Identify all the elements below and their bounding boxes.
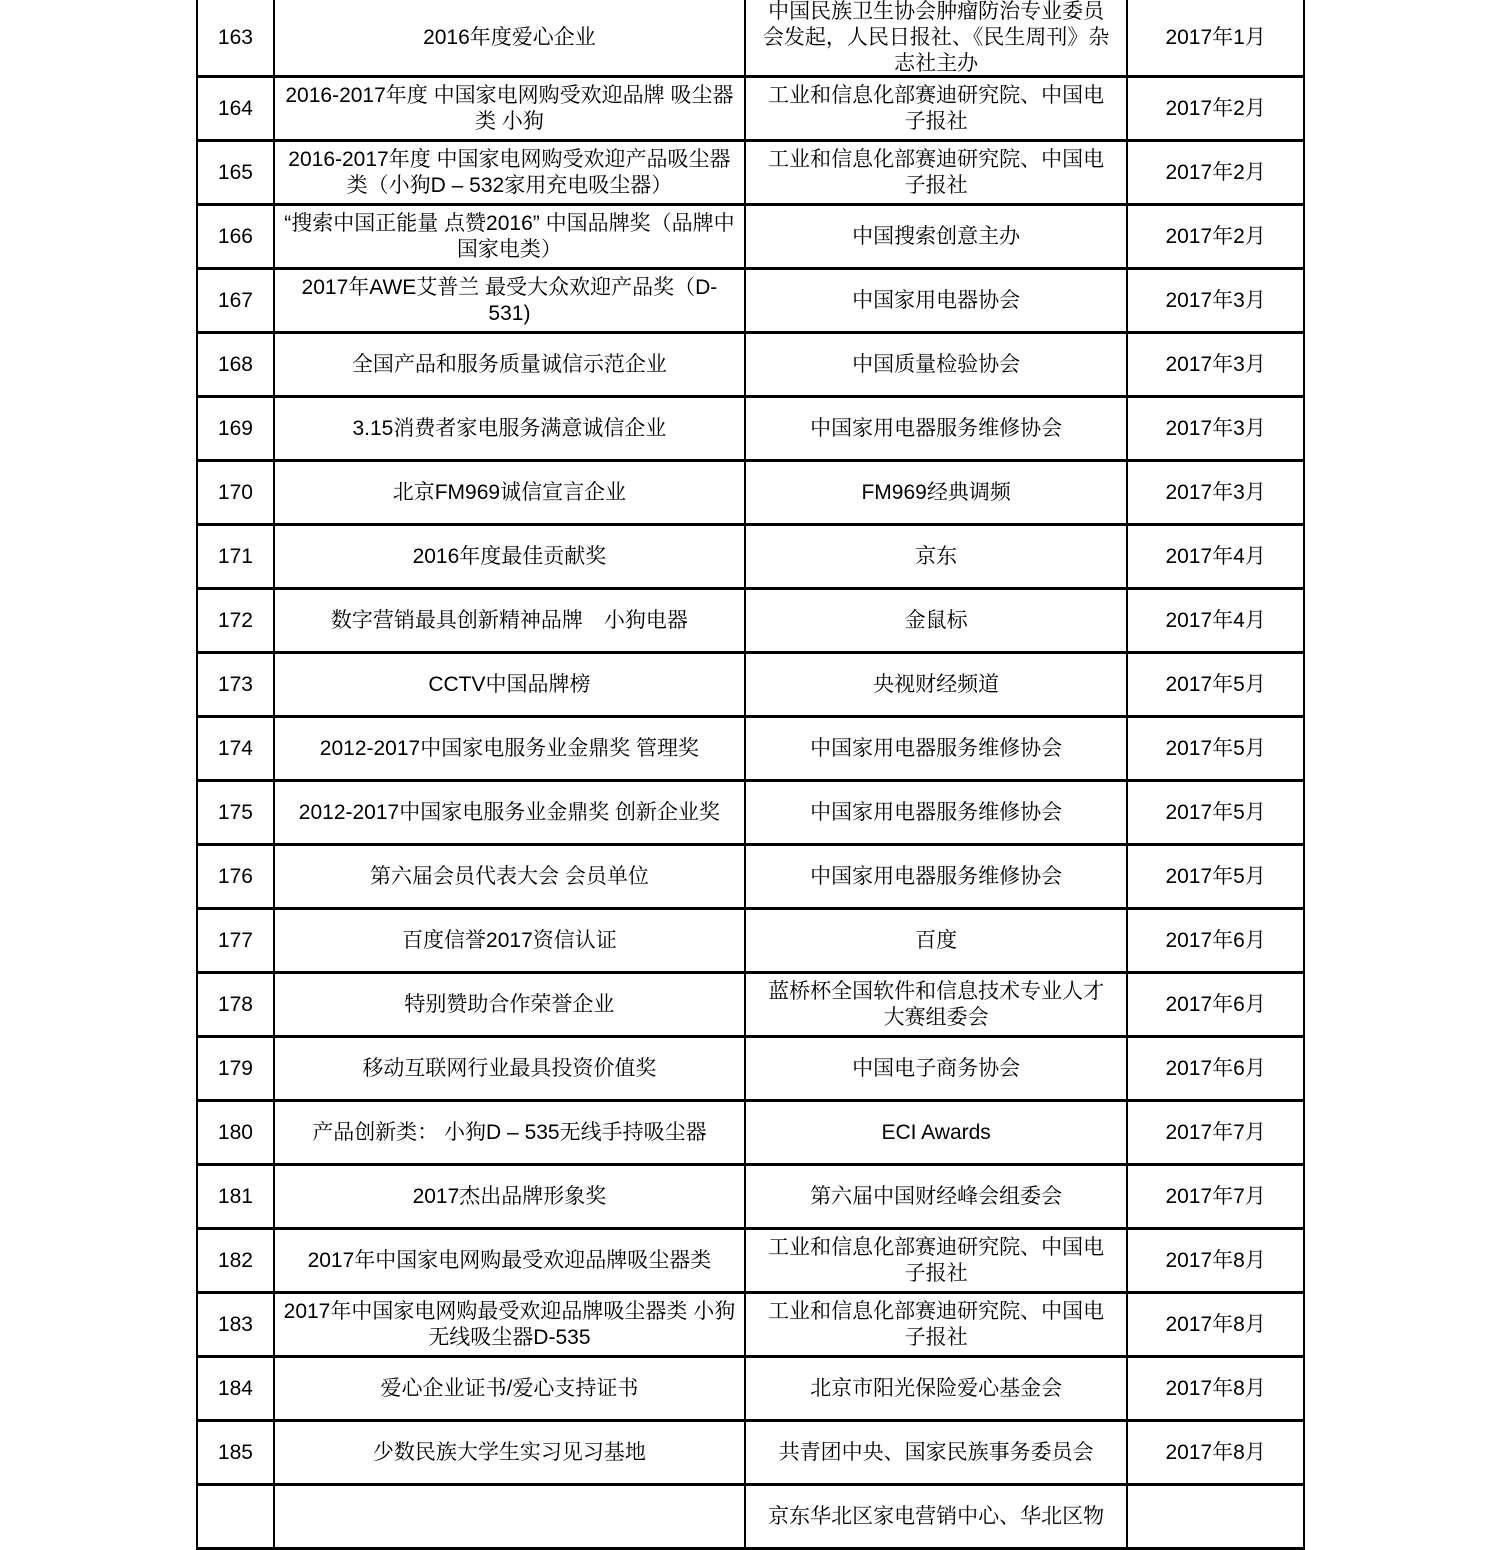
row-number-cell xyxy=(198,910,275,971)
row-number-cell xyxy=(198,526,275,587)
issuer-cell xyxy=(746,398,1128,459)
date-cell xyxy=(1128,590,1305,651)
row-number-cell-text: 182 xyxy=(217,1248,253,1272)
award-name-cell-text: 2017年中国家电网购最受欢迎品牌吸尘器类 xyxy=(307,1248,712,1272)
issuer-cell xyxy=(746,782,1128,843)
date-cell-text: 2017年5月 xyxy=(1165,800,1266,824)
date-cell-text: 2017年8月 xyxy=(1165,1440,1266,1464)
table-row xyxy=(198,910,1305,974)
row-number-cell-text: 168 xyxy=(217,352,253,376)
row-number-cell xyxy=(198,1486,275,1547)
award-name-cell xyxy=(275,142,746,203)
row-number-cell-text: 172 xyxy=(217,608,253,632)
row-number-cell xyxy=(198,590,275,651)
row-number-cell xyxy=(198,142,275,203)
award-name-cell-text: 百度信誉2017资信认证 xyxy=(402,928,617,952)
award-name-cell-text: 3.15消费者家电服务满意诚信企业 xyxy=(352,416,667,440)
issuer-cell-text: 中国家用电器服务维修协会 xyxy=(810,800,1063,824)
date-cell-text: 2017年8月 xyxy=(1165,1312,1266,1336)
date-cell-text: 2017年5月 xyxy=(1165,736,1266,760)
award-name-cell xyxy=(275,270,746,331)
issuer-cell xyxy=(746,910,1128,971)
date-cell xyxy=(1128,142,1305,203)
row-number-cell-text: 176 xyxy=(217,864,253,888)
row-number-cell-text: 165 xyxy=(217,160,253,184)
award-name-cell-text: 北京FM969诚信宣言企业 xyxy=(392,480,627,504)
row-number-cell xyxy=(198,1166,275,1227)
issuer-cell-text: 中国搜索创意主办 xyxy=(852,224,1021,248)
row-number-cell xyxy=(198,270,275,331)
row-number-cell-text: 185 xyxy=(217,1440,253,1464)
date-cell xyxy=(1128,1102,1305,1163)
issuer-cell xyxy=(746,654,1128,715)
date-cell-text: 2017年3月 xyxy=(1165,352,1266,376)
issuer-cell-text: ECI Awards xyxy=(881,1120,991,1144)
date-cell-text: 2017年3月 xyxy=(1165,288,1266,312)
date-cell xyxy=(1128,334,1305,395)
award-name-cell-text: 2016-2017年度 中国家电网购受欢迎品牌 吸尘器类 小狗 xyxy=(285,83,734,133)
issuer-cell-text: 央视财经频道 xyxy=(873,672,1000,696)
award-name-cell xyxy=(275,1166,746,1227)
date-cell-text: 2017年3月 xyxy=(1165,480,1266,504)
row-number-cell-text: 181 xyxy=(217,1184,253,1208)
row-number-cell xyxy=(198,1358,275,1419)
award-name-cell-text: 产品创新类： 小狗D – 535无线手持吸尘器 xyxy=(312,1120,707,1144)
row-number-cell xyxy=(198,334,275,395)
award-name-cell xyxy=(275,1422,746,1483)
issuer-cell xyxy=(746,526,1128,587)
award-name-cell xyxy=(275,1102,746,1163)
date-cell-text: 2017年7月 xyxy=(1165,1120,1266,1144)
table-row xyxy=(198,1294,1305,1358)
issuer-cell xyxy=(746,1358,1128,1419)
row-number-cell xyxy=(198,1422,275,1483)
award-name-cell-text: 2016年度最佳贡献奖 xyxy=(412,544,607,568)
table-row xyxy=(198,142,1305,206)
row-number-cell xyxy=(198,78,275,139)
issuer-cell xyxy=(746,1486,1128,1547)
issuer-cell xyxy=(746,590,1128,651)
issuer-cell-text: 北京市阳光保险爱心基金会 xyxy=(810,1376,1063,1400)
table-row xyxy=(198,78,1305,142)
date-cell-text: 2017年5月 xyxy=(1165,864,1266,888)
issuer-cell-text: 京东华北区家电营销中心、华北区物 xyxy=(768,1504,1105,1528)
award-name-cell-text: 2017年中国家电网购最受欢迎品牌吸尘器类 小狗无线吸尘器D-535 xyxy=(283,1299,736,1349)
award-name-cell xyxy=(275,1486,746,1547)
row-number-cell-text: 167 xyxy=(217,288,253,312)
issuer-cell xyxy=(746,334,1128,395)
award-name-cell-text: 移动互联网行业最具投资价值奖 xyxy=(362,1056,657,1080)
date-cell xyxy=(1128,1230,1305,1291)
issuer-cell-text: 金鼠标 xyxy=(904,608,968,632)
award-name-cell xyxy=(275,1038,746,1099)
date-cell-text: 2017年6月 xyxy=(1165,992,1266,1016)
issuer-cell xyxy=(746,1230,1128,1291)
table-row xyxy=(198,1422,1305,1486)
date-cell-text: 2017年2月 xyxy=(1165,160,1266,184)
table-row xyxy=(198,1038,1305,1102)
date-cell-text: 2017年7月 xyxy=(1165,1184,1266,1208)
table-row xyxy=(198,782,1305,846)
date-cell xyxy=(1128,0,1305,75)
date-cell xyxy=(1128,270,1305,331)
award-name-cell-text: 特别赞助合作荣誉企业 xyxy=(404,992,615,1016)
table-row xyxy=(198,206,1305,270)
row-number-cell-text: 183 xyxy=(217,1312,253,1336)
row-number-cell xyxy=(198,398,275,459)
row-number-cell xyxy=(198,718,275,779)
row-number-cell xyxy=(198,206,275,267)
table-row xyxy=(198,462,1305,526)
date-cell-text: 2017年4月 xyxy=(1165,608,1266,632)
issuer-cell xyxy=(746,270,1128,331)
row-number-cell-text: 169 xyxy=(217,416,253,440)
issuer-cell-text: 中国家用电器服务维修协会 xyxy=(810,416,1063,440)
issuer-cell xyxy=(746,0,1128,75)
issuer-cell xyxy=(746,1038,1128,1099)
table-row xyxy=(198,1358,1305,1422)
row-number-cell xyxy=(198,654,275,715)
table-row xyxy=(198,1166,1305,1230)
table-row xyxy=(198,334,1305,398)
date-cell xyxy=(1128,1166,1305,1227)
row-number-cell-text: 163 xyxy=(217,25,253,49)
row-number-cell-text: 175 xyxy=(217,800,253,824)
award-name-cell xyxy=(275,590,746,651)
row-number-cell-text: 166 xyxy=(217,224,253,248)
table-row xyxy=(198,0,1305,78)
date-cell xyxy=(1128,1038,1305,1099)
row-number-cell xyxy=(198,1102,275,1163)
issuer-cell xyxy=(746,78,1128,139)
date-cell xyxy=(1128,1486,1305,1547)
award-name-cell-text: CCTV中国品牌榜 xyxy=(428,672,591,696)
row-number-cell-text: 177 xyxy=(217,928,253,952)
award-name-cell-text: 2012-2017中国家电服务业金鼎奖 创新企业奖 xyxy=(298,800,721,824)
date-cell xyxy=(1128,718,1305,779)
table-row xyxy=(198,1230,1305,1294)
row-number-cell xyxy=(198,974,275,1035)
date-cell-text: 2017年2月 xyxy=(1165,224,1266,248)
issuer-cell-text: 工业和信息化部赛迪研究院、中国电子报社 xyxy=(768,1299,1105,1349)
issuer-cell xyxy=(746,1422,1128,1483)
date-cell-text: 2017年1月 xyxy=(1165,25,1266,49)
issuer-cell-text: 第六届中国财经峰会组委会 xyxy=(810,1184,1063,1208)
issuer-cell-text: 工业和信息化部赛迪研究院、中国电子报社 xyxy=(768,83,1105,133)
table-row xyxy=(198,654,1305,718)
award-name-cell xyxy=(275,846,746,907)
award-name-cell xyxy=(275,654,746,715)
table-row xyxy=(198,270,1305,334)
row-number-cell-text: 180 xyxy=(217,1120,253,1144)
row-number-cell xyxy=(198,462,275,523)
award-name-cell xyxy=(275,1230,746,1291)
issuer-cell-text: 中国家用电器协会 xyxy=(852,288,1021,312)
date-cell xyxy=(1128,846,1305,907)
row-number-cell-text: 184 xyxy=(217,1376,253,1400)
table-row-partial xyxy=(198,1486,1305,1550)
date-cell xyxy=(1128,78,1305,139)
date-cell-text: 2017年2月 xyxy=(1165,96,1266,120)
date-cell xyxy=(1128,526,1305,587)
award-name-cell-text: 数字营销最具创新精神品牌 小狗电器 xyxy=(330,608,688,632)
award-name-cell-text: 2016年度爱心企业 xyxy=(423,25,596,49)
issuer-cell-text: 工业和信息化部赛迪研究院、中国电子报社 xyxy=(768,147,1105,197)
issuer-cell xyxy=(746,974,1128,1035)
date-cell xyxy=(1128,1294,1305,1355)
award-name-cell-text: 2017杰出品牌形象奖 xyxy=(412,1184,607,1208)
award-name-cell-text: 2012-2017中国家电服务业金鼎奖 管理奖 xyxy=(319,736,700,760)
award-name-cell-text: 少数民族大学生实习见习基地 xyxy=(372,1440,646,1464)
row-number-cell-text: 164 xyxy=(217,96,253,120)
award-name-cell-text: 2017年AWE艾普兰 最受大众欢迎产品奖（D-531) xyxy=(301,275,718,325)
issuer-cell-text: 中国电子商务协会 xyxy=(852,1056,1021,1080)
awards-table xyxy=(196,0,1305,1550)
row-number-cell xyxy=(198,1038,275,1099)
award-name-cell xyxy=(275,526,746,587)
date-cell xyxy=(1128,398,1305,459)
issuer-cell-text: FM969经典调频 xyxy=(861,480,1011,504)
date-cell-text: 2017年4月 xyxy=(1165,544,1266,568)
issuer-cell-text: 中国质量检验协会 xyxy=(852,352,1021,376)
date-cell-text: 2017年6月 xyxy=(1165,1056,1266,1080)
award-name-cell xyxy=(275,1358,746,1419)
award-name-cell-text: 第六届会员代表大会 会员单位 xyxy=(370,864,649,888)
row-number-cell-text: 171 xyxy=(217,544,253,568)
row-number-cell xyxy=(198,782,275,843)
table-row xyxy=(198,846,1305,910)
table-row xyxy=(198,398,1305,462)
issuer-cell xyxy=(746,718,1128,779)
table-row xyxy=(198,526,1305,590)
issuer-cell xyxy=(746,1166,1128,1227)
issuer-cell xyxy=(746,1294,1128,1355)
award-name-cell-text: 爱心企业证书/爱心支持证书 xyxy=(380,1376,639,1400)
date-cell xyxy=(1128,1358,1305,1419)
row-number-cell-text: 179 xyxy=(217,1056,253,1080)
issuer-cell xyxy=(746,1102,1128,1163)
award-name-cell xyxy=(275,718,746,779)
issuer-cell-text: 中国民族卫生协会肿瘤防治专业委员会发起，人民日报社、《民生周刊》杂志社主办 xyxy=(762,0,1110,75)
issuer-cell xyxy=(746,846,1128,907)
issuer-cell-text: 京东 xyxy=(915,544,958,568)
award-name-cell xyxy=(275,782,746,843)
award-name-cell-text: 2016-2017年度 中国家电网购受欢迎产品吸尘器类（小狗D – 532家用充电吸尘器） xyxy=(288,147,731,197)
date-cell xyxy=(1128,462,1305,523)
issuer-cell-text: 中国家用电器服务维修协会 xyxy=(810,864,1063,888)
award-name-cell xyxy=(275,974,746,1035)
award-name-cell xyxy=(275,398,746,459)
date-cell xyxy=(1128,1422,1305,1483)
date-cell xyxy=(1128,782,1305,843)
date-cell-text: 2017年3月 xyxy=(1165,416,1266,440)
table-row xyxy=(198,718,1305,782)
table-row xyxy=(198,590,1305,654)
issuer-cell-text: 工业和信息化部赛迪研究院、中国电子报社 xyxy=(768,1235,1105,1285)
date-cell-text: 2017年8月 xyxy=(1165,1248,1266,1272)
row-number-cell xyxy=(198,1230,275,1291)
issuer-cell xyxy=(746,206,1128,267)
row-number-cell-text: 173 xyxy=(217,672,253,696)
issuer-cell-text: 百度 xyxy=(915,928,958,952)
date-cell xyxy=(1128,206,1305,267)
award-name-cell xyxy=(275,78,746,139)
row-number-cell-text: 174 xyxy=(217,736,253,760)
date-cell xyxy=(1128,974,1305,1035)
award-name-cell xyxy=(275,206,746,267)
issuer-cell xyxy=(746,142,1128,203)
date-cell-text: 2017年6月 xyxy=(1165,928,1266,952)
row-number-cell xyxy=(198,0,275,75)
award-name-cell-text: 全国产品和服务质量诚信示范企业 xyxy=(351,352,667,376)
row-number-cell-text: 170 xyxy=(217,480,253,504)
award-name-cell xyxy=(275,910,746,971)
table-row xyxy=(198,974,1305,1038)
date-cell-text: 2017年8月 xyxy=(1165,1376,1266,1400)
issuer-cell xyxy=(746,462,1128,523)
date-cell-text: 2017年5月 xyxy=(1165,672,1266,696)
issuer-cell-text: 蓝桥杯全国软件和信息技术专业人才大赛组委会 xyxy=(768,979,1105,1029)
date-cell xyxy=(1128,910,1305,971)
award-name-cell xyxy=(275,462,746,523)
award-name-cell xyxy=(275,0,746,75)
award-name-cell xyxy=(275,334,746,395)
row-number-cell xyxy=(198,1294,275,1355)
award-name-cell-text: “搜索中国正能量 点赞2016” 中国品牌奖（品牌中国家电类） xyxy=(284,211,735,261)
issuer-cell-text: 中国家用电器服务维修协会 xyxy=(810,736,1063,760)
date-cell xyxy=(1128,654,1305,715)
issuer-cell-text: 共青团中央、国家民族事务委员会 xyxy=(778,1440,1094,1464)
table-row xyxy=(198,1102,1305,1166)
row-number-cell xyxy=(198,846,275,907)
row-number-cell-text: 178 xyxy=(217,992,253,1016)
award-name-cell xyxy=(275,1294,746,1355)
